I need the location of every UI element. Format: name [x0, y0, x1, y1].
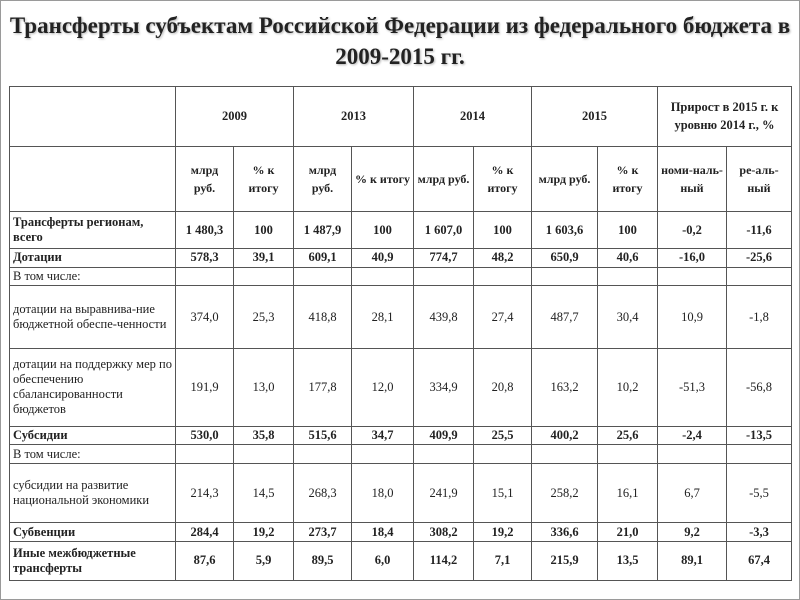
table-row: [10, 426, 792, 444]
table-cell: 100: [474, 212, 532, 249]
table-cell: 89,1: [658, 541, 727, 580]
table-cell: 10,9: [658, 286, 727, 349]
table-cell: 9,2: [658, 523, 727, 541]
header-unit-share: % к итогу: [352, 146, 414, 212]
table-cell: 100: [598, 212, 658, 249]
table-cell: 258,2: [532, 463, 598, 523]
table-row: [10, 445, 792, 463]
table-cell: 241,9: [414, 463, 474, 523]
table-row: [10, 249, 792, 267]
table-cell: 409,9: [414, 426, 474, 444]
table-cell: [234, 267, 294, 285]
table-cell: 215,9: [532, 541, 598, 580]
table-cell: [176, 445, 234, 463]
table-cell: 163,2: [532, 348, 598, 426]
title-line-2: 2009-2015 гг.: [335, 44, 465, 69]
table-cell: 439,8: [414, 286, 474, 349]
table-cell: 18,0: [352, 463, 414, 523]
table-cell: -25,6: [727, 249, 792, 267]
table-cell: 39,1: [234, 249, 294, 267]
table-cell: [658, 267, 727, 285]
table-cell: 774,7: [414, 249, 474, 267]
table-cell: 25,3: [234, 286, 294, 349]
table-row: [10, 267, 792, 285]
table-cell: 5,9: [234, 541, 294, 580]
table-cell: 27,4: [474, 286, 532, 349]
table-cell: 308,2: [414, 523, 474, 541]
table-cell: -0,2: [658, 212, 727, 249]
table-cell: 19,2: [474, 523, 532, 541]
table-cell: [532, 445, 598, 463]
table-cell: [352, 445, 414, 463]
table-cell: 16,1: [598, 463, 658, 523]
table-cell: 487,7: [532, 286, 598, 349]
table-cell: [474, 267, 532, 285]
table-cell: 28,1: [352, 286, 414, 349]
table-cell: 6,7: [658, 463, 727, 523]
table-cell: [414, 445, 474, 463]
table-cell: 177,8: [294, 348, 352, 426]
table-cell: 40,6: [598, 249, 658, 267]
header-corner-cell-lower: [10, 146, 176, 212]
table-cell: 374,0: [176, 286, 234, 349]
table-cell: 609,1: [294, 249, 352, 267]
header-unit-share: % к итогу: [234, 146, 294, 212]
table-cell: 25,6: [598, 426, 658, 444]
header-row-years: [10, 87, 792, 147]
table-cell: [727, 445, 792, 463]
transfers-table-container: [9, 86, 791, 581]
header-unit-share: % к итогу: [474, 146, 532, 212]
table-cell: [352, 267, 414, 285]
table-cell: -3,3: [727, 523, 792, 541]
table-cell: [294, 267, 352, 285]
table-cell: 6,0: [352, 541, 414, 580]
table-cell: 336,6: [532, 523, 598, 541]
table-cell: 13,5: [598, 541, 658, 580]
row-label: В том числе:: [10, 267, 176, 285]
header-unit-share: % к итогу: [598, 146, 658, 212]
table-cell: [598, 445, 658, 463]
header-unit-real: ре-аль-ный: [727, 146, 792, 212]
title-line-1: Трансферты субъектам Российской Федерации из федерального бюджета в: [9, 13, 791, 38]
row-label: дотации на выравнива-ние бюджетной обеспе-ченности: [10, 286, 176, 349]
table-cell: -1,8: [727, 286, 792, 349]
table-cell: [532, 267, 598, 285]
transfers-table: [9, 86, 792, 581]
header-year-2009: 2009: [176, 87, 294, 147]
header-unit-amount: млрд руб.: [176, 146, 234, 212]
table-cell: 34,7: [352, 426, 414, 444]
table-cell: 273,7: [294, 523, 352, 541]
header-year-2014: 2014: [414, 87, 532, 147]
row-label: В том числе:: [10, 445, 176, 463]
table-cell: 100: [234, 212, 294, 249]
table-row: [10, 286, 792, 349]
header-corner-cell: [10, 87, 176, 147]
table-cell: [176, 267, 234, 285]
table-cell: -13,5: [727, 426, 792, 444]
table-cell: [658, 445, 727, 463]
table-cell: -56,8: [727, 348, 792, 426]
header-year-2013: 2013: [294, 87, 414, 147]
header-unit-amount: млрд руб.: [294, 146, 352, 212]
row-label: дотации на поддержку мер по обеспечению сбалансированности бюджетов: [10, 348, 176, 426]
row-label: Дотации: [10, 249, 176, 267]
table-cell: -11,6: [727, 212, 792, 249]
table-cell: [474, 445, 532, 463]
header-unit-nominal: номи-наль-ный: [658, 146, 727, 212]
table-cell: 418,8: [294, 286, 352, 349]
table-cell: 7,1: [474, 541, 532, 580]
header-year-2015: 2015: [532, 87, 658, 147]
table-cell: [598, 267, 658, 285]
table-cell: [414, 267, 474, 285]
table-cell: 10,2: [598, 348, 658, 426]
table-cell: 25,5: [474, 426, 532, 444]
table-cell: 19,2: [234, 523, 294, 541]
table-cell: 40,9: [352, 249, 414, 267]
table-cell: 191,9: [176, 348, 234, 426]
table-cell: 100: [352, 212, 414, 249]
table-cell: 15,1: [474, 463, 532, 523]
table-cell: 1 607,0: [414, 212, 474, 249]
table-row: [10, 523, 792, 541]
row-label: Трансферты регионам, всего: [10, 212, 176, 249]
table-cell: 530,0: [176, 426, 234, 444]
table-cell: -51,3: [658, 348, 727, 426]
table-cell: 89,5: [294, 541, 352, 580]
table-cell: [294, 445, 352, 463]
table-cell: 1 480,3: [176, 212, 234, 249]
table-cell: 30,4: [598, 286, 658, 349]
table-cell: 114,2: [414, 541, 474, 580]
row-label: Иные межбюджетные трансферты: [10, 541, 176, 580]
table-cell: 67,4: [727, 541, 792, 580]
table-cell: 214,3: [176, 463, 234, 523]
table-cell: 334,9: [414, 348, 474, 426]
table-cell: 18,4: [352, 523, 414, 541]
table-cell: 515,6: [294, 426, 352, 444]
table-cell: 268,3: [294, 463, 352, 523]
table-cell: 1 487,9: [294, 212, 352, 249]
table-row: [10, 348, 792, 426]
header-unit-amount: млрд руб.: [414, 146, 474, 212]
table-cell: 650,9: [532, 249, 598, 267]
table-cell: [234, 445, 294, 463]
table-cell: 48,2: [474, 249, 532, 267]
table-cell: 1 603,6: [532, 212, 598, 249]
table-cell: -2,4: [658, 426, 727, 444]
table-cell: 400,2: [532, 426, 598, 444]
row-label: Субвенции: [10, 523, 176, 541]
table-row: [10, 541, 792, 580]
table-cell: 20,8: [474, 348, 532, 426]
table-cell: -5,5: [727, 463, 792, 523]
table-row: [10, 463, 792, 523]
row-label: субсидии на развитие национальной экономики: [10, 463, 176, 523]
table-row: [10, 212, 792, 249]
header-growth: Прирост в 2015 г. к уровню 2014 г., %: [658, 87, 792, 147]
header-unit-amount: млрд руб.: [532, 146, 598, 212]
table-cell: 35,8: [234, 426, 294, 444]
table-cell: [727, 267, 792, 285]
table-cell: -16,0: [658, 249, 727, 267]
table-cell: 87,6: [176, 541, 234, 580]
table-cell: 578,3: [176, 249, 234, 267]
table-cell: 13,0: [234, 348, 294, 426]
header-row-units: [10, 146, 792, 212]
row-label: Субсидии: [10, 426, 176, 444]
table-cell: 21,0: [598, 523, 658, 541]
table-cell: 12,0: [352, 348, 414, 426]
table-cell: 14,5: [234, 463, 294, 523]
page-title: [0, 10, 800, 72]
table-cell: 284,4: [176, 523, 234, 541]
